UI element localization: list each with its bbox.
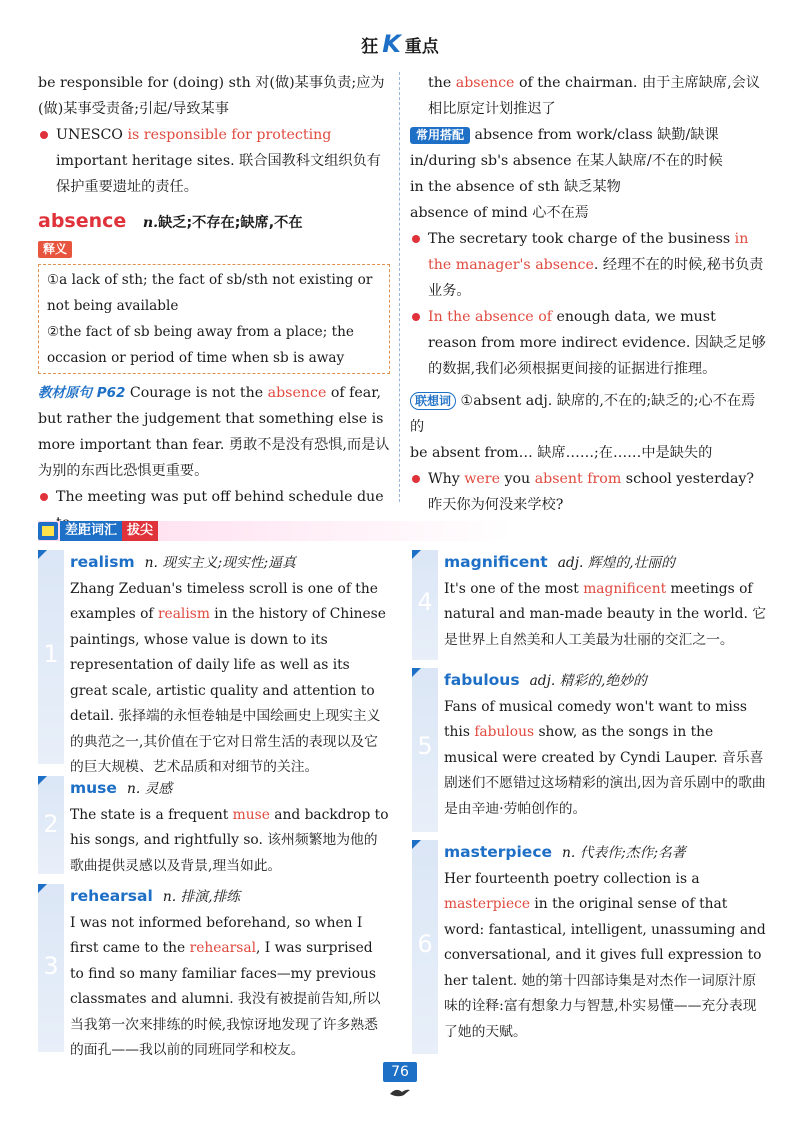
example-sentence: Why were you absent from school yesterday? 昨天你为何没来学校? [410, 466, 766, 518]
example-sentence: In the absence of enough data, we must reason from more indirect evidence. 因缺乏足够的数据,我们必须根据更间接的证据进行推理。 [410, 304, 766, 382]
card-number: 4 [417, 588, 433, 616]
section-title-main: 差距词汇 [60, 521, 122, 541]
card-pos: adj. 辉煌的,壮丽的 [557, 555, 675, 571]
card-example: Zhang Zeduan's timeless scroll is one of the examples of realism in the history of Chinese paintings, whose value is down to its representation of daily life as well as its great scale, artistic quality and attention to detail. 张择端的永恒卷轴是中国绘画史上现实主义的典范之一,其价值在于它对日常生活的表现以及它的巨大规模、艺术品质和对细节的关注。 [70, 580, 386, 775]
phrase-intro: be responsible for (doing) sth 对(做)某事负责;应为(做)某事受责备;引起/导致某事 [38, 75, 385, 117]
headword-meaning: 缺乏;不存在;缺席,不在 [158, 215, 303, 231]
card-pos: n. 排演,排练 [162, 889, 241, 905]
card-body [70, 776, 390, 879]
card-headword: muse [70, 779, 117, 797]
card-example: Fans of musical comedy won't want to miss this fabulous show, as the songs in the musical were created by Cyndi Lauper. 音乐喜剧迷们不愿错过这场精彩的演出,因为音乐剧中的歌曲是由辛迪·劳帕创作的。 [444, 698, 766, 817]
card-number: 6 [417, 930, 433, 958]
association-line: 联想词 ①absent adj. 缺席的,不在的;缺乏的;心不在焉的 [410, 393, 756, 435]
header-k-logo: K [382, 30, 401, 58]
card-number: 5 [417, 732, 433, 760]
card-body [70, 884, 390, 1064]
definition-2: ②the fact of sb being away from a place; the occasion or period of time when sb is away [47, 324, 354, 366]
card-pos: n. 现实主义;现实性;逼真 [144, 555, 296, 571]
association-tag: 联想词 [410, 392, 456, 410]
headword: absence [38, 210, 127, 232]
part-of-speech: n. [142, 215, 159, 231]
vocab-card [412, 668, 768, 832]
collocation-line: absence of mind 心不在焉 [410, 205, 589, 221]
page-number: 76 [383, 1062, 417, 1082]
card-pos: n. 代表作;杰作;名著 [562, 845, 686, 861]
section-bar [38, 521, 768, 541]
card-number: 1 [43, 640, 59, 668]
definition-box [38, 264, 390, 374]
headword-line [38, 208, 390, 236]
section-title [38, 521, 158, 541]
card-headword-line [444, 550, 768, 577]
collocation-line: in/during sb's absence 在某人缺席/不在的时候 [410, 153, 723, 169]
card-number: 3 [43, 952, 59, 980]
card-example: It's one of the most magnificent meetings of natural and man-made beauty in the world. 它是世界上自然美和人工美最为壮丽的交汇之一。 [444, 580, 767, 648]
card-example: I was not informed beforehand, so when I first came to the rehearsal, I was surprised to find so many familiar faces—my previous classmates and alumni. 我没有被提前告知,所以当我第一次来排练的时候,我惊讶地发现了许多熟悉的面孔——我以前的同班同学和校友。 [70, 914, 381, 1058]
definition-tag-line [38, 236, 390, 262]
collocation-line: in the absence of sth 缺乏某物 [410, 179, 621, 195]
card-body [444, 668, 768, 822]
book-icon [38, 522, 58, 540]
bird-icon [388, 1084, 412, 1103]
card-body [444, 550, 768, 653]
card-headword-line [444, 840, 768, 867]
vocab-card [38, 884, 390, 1058]
card-headword: magnificent [444, 553, 548, 571]
card-headword-line [70, 884, 390, 911]
definition-tag: 释义 [38, 241, 72, 258]
card-headword-line [444, 668, 768, 695]
collocation-line: 常用搭配 absence from work/class 缺勤/缺课 [410, 122, 766, 148]
card-headword: masterpiece [444, 843, 553, 861]
definition-1: ①a lack of sth; the fact of sb/sth not existing or not being available [47, 272, 373, 314]
source-label: 教材原句 P62 [38, 385, 126, 401]
card-pos: n. 灵感 [126, 781, 173, 797]
example-sentence: The secretary took charge of the business in the manager's absence. 经理不在的时候,秘书负责业务。 [410, 226, 766, 304]
column-divider [399, 72, 400, 502]
collocation-tag: 常用搭配 [410, 127, 470, 144]
card-headword: rehearsal [70, 887, 153, 905]
vocab-card [412, 550, 768, 660]
example-sentence: UNESCO is responsible for protecting important heritage sites. 联合国教科文组织负有保护重要遗址的责任。 [38, 122, 390, 200]
vocab-card [412, 840, 768, 1054]
card-example: Her fourteenth poetry collection is a masterpiece in the original sense of that word: fantastical, intelligent, unassuming and conversational, and it gives full expression to her talent. 她的第十四部诗集是对杰作一词原汁原味的诠释:富有想象力与智慧,朴实易懂——充分表现了她的天赋。 [444, 870, 766, 1040]
card-headword-line [70, 776, 390, 803]
card-pos: adj. 精彩的,绝妙的 [529, 673, 647, 689]
left-column [38, 70, 390, 536]
association-line: be absent from… 缺席……;在……中是缺失的 [410, 445, 713, 461]
card-headword: fabulous [444, 671, 520, 689]
section-title-badge: 拔尖 [122, 521, 158, 541]
right-column [410, 70, 766, 544]
vocab-card [38, 550, 390, 775]
header-right: 重点 [404, 37, 439, 57]
header-left: 狂 [361, 37, 379, 57]
card-headword-line [70, 550, 390, 577]
card-body [444, 840, 768, 1045]
card-number: 2 [43, 810, 59, 838]
card-example: The state is a frequent muse and backdrop to his songs, and rightfully so. 该州频繁地为他的歌曲提供灵感以及背景,理当如此。 [70, 806, 389, 874]
example-sentence: The meeting was put off behind schedule due [38, 484, 390, 536]
card-body [70, 550, 390, 781]
textbook-source-sentence: 教材原句 P62 Courage is not the absence of fear, but rather the judgement that something else is more important than fear. 勇敢不是没有恐惧,而是认为别的东西比恐惧更重要。 [38, 385, 390, 479]
example-continuation: the absence of the chairman. 由于主席缺席,会议相比原定计划推迟了 [428, 75, 760, 117]
card-headword: realism [70, 553, 135, 571]
vocab-card [38, 776, 390, 874]
page-header [0, 30, 800, 58]
